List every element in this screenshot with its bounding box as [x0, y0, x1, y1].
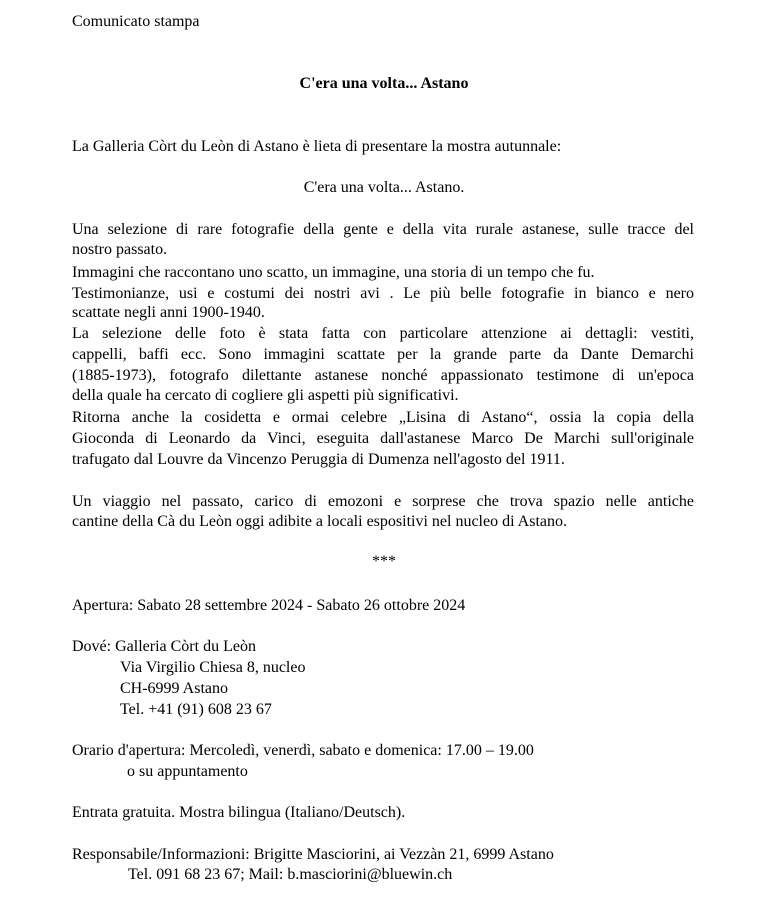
opening-hours: Orario d'apertura: Mercoledì, venerdì, sabato e domenica: 17.00 – 19.00 [72, 742, 534, 759]
body-line: nostro passato. [72, 241, 168, 258]
body-line: della quale ha cercato di cogliere gli aspetti più significativi. [72, 387, 459, 404]
body-line: Gioconda di Leonardo da Vinci, eseguita dall'astanese Marco De Marchi sull'originale [72, 430, 694, 447]
body-line: cappelli, baffi ecc. Sono immagini scattate per la grande parte da Dante Demarchi [72, 346, 694, 363]
location-city: CH-6999 Astano [120, 680, 228, 697]
location-street: Via Virgilio Chiesa 8, nucleo [120, 659, 306, 676]
body-line: trafugato dal Louvre da Vincenzo Peruggia di Dumenza nell'agosto del 1911. [72, 451, 565, 468]
body-line: Testimonianze, usi e costumi dei nostri avi . Le più belle fotografie in bianco e nero [72, 285, 694, 302]
body-line: La selezione delle foto è stata fatta con particolare attenzione ai dettagli: vestiti, [72, 325, 694, 342]
body-line: Una selezione di rare fotografie della gente e della vita rurale astanese, sulle tracce del [72, 221, 694, 238]
contact-person: Responsabile/Informazioni: Brigitte Masciorini, ai Vezzàn 21, 6999 Astano [72, 846, 554, 863]
location-venue: Dové: Galleria Còrt du Leòn [72, 638, 256, 655]
header-label: Comunicato stampa [72, 13, 200, 30]
page-title: C'era una volta... Astano [299, 75, 469, 92]
location-phone: Tel. +41 (91) 608 23 67 [120, 701, 272, 718]
body-line: Ritorna anche la cosidetta e ormai celebre „Lisina di Astano“, ossia la copia della [72, 409, 694, 426]
body-line: Immagini che raccontano uno scatto, un immagine, una storia di un tempo che fu. [72, 264, 595, 281]
admission-info: Entrata gratuita. Mostra bilingua (Italiano/Deutsch). [72, 804, 406, 821]
journey-line: Un viaggio nel passato, carico di emozoni e sorprese che trova spazio nelle antiche [72, 493, 694, 510]
journey-line: cantine della Cà du Leòn oggi adibite a locali espositivi nel nucleo di Astano. [72, 513, 567, 530]
intro-text: La Galleria Còrt du Leòn di Astano è lieta di presentare la mostra autunnale: [72, 138, 562, 155]
by-appointment: o su appuntamento [127, 763, 248, 780]
body-line: scattate negli anni 1900-1940. [72, 304, 265, 321]
body-line: (1885-1973), fotografo dilettante astanese nonché appassionato testimone di un'epoca [72, 367, 694, 384]
section-separator: *** [372, 553, 396, 570]
contact-details: Tel. 091 68 23 67; Mail: b.masciorini@bluewin.ch [128, 866, 453, 883]
opening-dates: Apertura: Sabato 28 settembre 2024 - Sabato 26 ottobre 2024 [72, 597, 466, 614]
exhibition-subtitle: C'era una volta... Astano. [303, 179, 465, 196]
